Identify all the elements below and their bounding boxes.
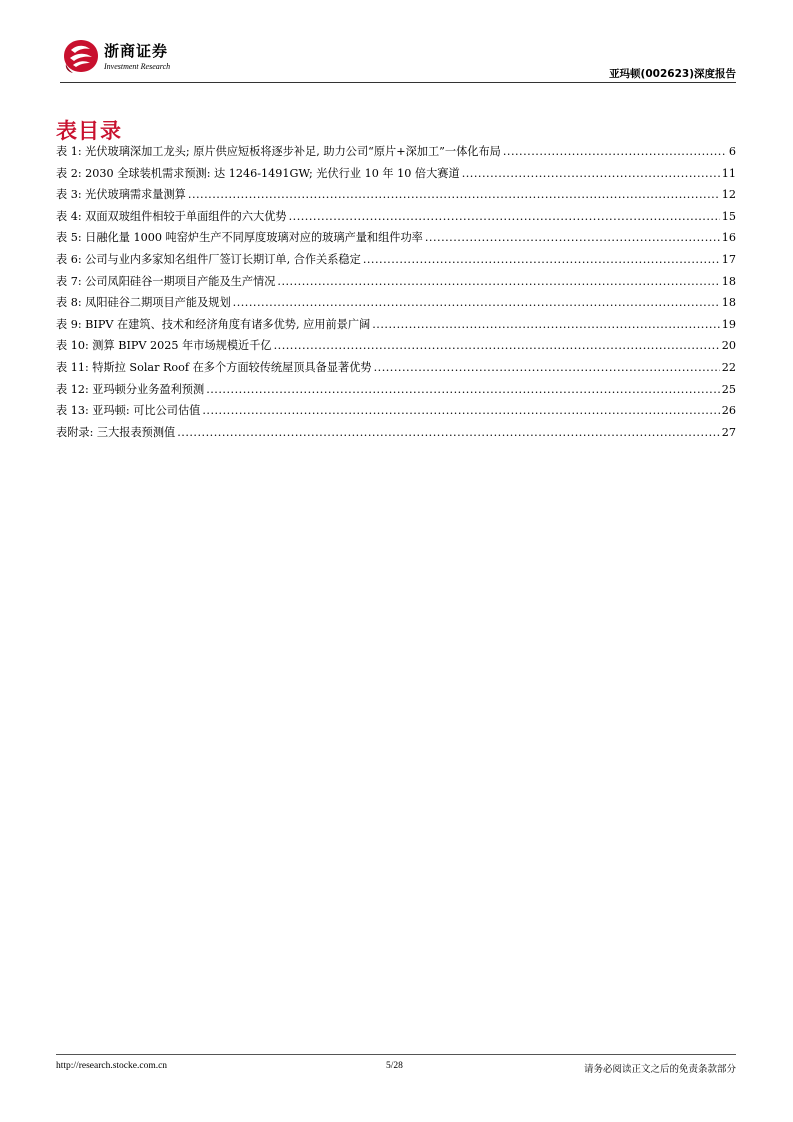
toc-entry-label[interactable]: 表 7: 公司凤阳硅谷一期项目产能及生产情况 bbox=[56, 274, 276, 288]
toc-entry-label[interactable]: 表 6: 公司与业内多家知名组件厂签订长期订单, 合作关系稳定 bbox=[56, 252, 361, 266]
toc-dot-leader bbox=[206, 379, 720, 401]
toc-entry[interactable] bbox=[56, 379, 736, 401]
toc-entry-label[interactable]: 表 3: 光伏玻璃需求量测算 bbox=[56, 188, 186, 202]
logo-chinese-name: 浙商证券 bbox=[104, 42, 169, 60]
toc-entry-label[interactable]: 表 11: 特斯拉 Solar Roof 在多个方面较传统屋顶具备显著优势 bbox=[56, 360, 372, 374]
toc-entry-page[interactable]: 6 bbox=[728, 145, 736, 158]
toc-title: 表目录 bbox=[56, 119, 122, 143]
toc-entry-label[interactable]: 表 1: 光伏玻璃深加工龙头; 原片供应短板将逐步补足, 助力公司“原片+深加工”一体化布局 bbox=[56, 145, 501, 158]
toc-entry-label[interactable]: 表 5: 日融化量 1000 吨窑炉生产不同厚度玻璃对应的玻璃产量和组件功率 bbox=[56, 231, 423, 245]
toc-entry-label[interactable]: 表 8: 凤阳硅谷二期项目产能及规划 bbox=[56, 296, 231, 310]
toc-entry-page[interactable]: 27 bbox=[721, 425, 736, 439]
toc-dot-leader bbox=[462, 163, 720, 185]
zheshang-logo-icon bbox=[62, 38, 100, 74]
footer-disclaimer: 请务必阅读正文之后的免责条款部分 bbox=[583, 1064, 736, 1075]
toc-dot-leader bbox=[289, 206, 720, 228]
toc-entry-label[interactable]: 表 10: 测算 BIPV 2025 年市场规模近千亿 bbox=[56, 339, 272, 353]
table-of-tables bbox=[56, 141, 736, 443]
toc-dot-leader bbox=[425, 227, 720, 249]
toc-entry[interactable] bbox=[56, 292, 736, 314]
toc-entry-label[interactable]: 表 13: 亚玛顿: 可比公司估值 bbox=[56, 404, 201, 418]
report-title: 亚玛顿(002623)深度报告 bbox=[609, 68, 736, 80]
toc-entry-page[interactable]: 26 bbox=[721, 404, 736, 418]
footer-page-number: 5/28 bbox=[386, 1061, 403, 1071]
toc-entry-page[interactable]: 15 bbox=[721, 209, 736, 223]
toc-entry-page[interactable]: 18 bbox=[721, 296, 736, 310]
toc-entry[interactable] bbox=[56, 357, 736, 379]
toc-entry-page[interactable]: 16 bbox=[721, 231, 736, 245]
toc-entry[interactable] bbox=[56, 206, 736, 228]
page-header bbox=[60, 36, 736, 86]
footer-url-link[interactable]: http://research.stocke.com.cn bbox=[56, 1061, 168, 1071]
toc-entry[interactable] bbox=[56, 227, 736, 249]
footer-divider bbox=[56, 1054, 736, 1055]
toc-entry[interactable] bbox=[56, 335, 736, 357]
logo-english-name: Investment Research bbox=[104, 62, 171, 71]
toc-entry-page[interactable]: 12 bbox=[721, 188, 736, 202]
toc-entry-label[interactable]: 表 9: BIPV 在建筑、技术和经济角度有诸多优势, 应用前景广阔 bbox=[56, 317, 371, 331]
toc-dot-leader bbox=[177, 422, 720, 444]
toc-entry[interactable] bbox=[56, 422, 736, 444]
toc-entry[interactable] bbox=[56, 314, 736, 336]
toc-entry-page[interactable]: 18 bbox=[721, 274, 736, 288]
toc-dot-leader bbox=[202, 400, 719, 422]
toc-entry[interactable] bbox=[56, 141, 736, 163]
toc-entry-page[interactable]: 20 bbox=[721, 339, 736, 353]
toc-dot-leader bbox=[372, 314, 720, 336]
toc-dot-leader bbox=[503, 141, 727, 163]
toc-entry-label[interactable]: 表 12: 亚玛顿分业务盈利预测 bbox=[56, 382, 205, 396]
toc-entry-page[interactable]: 17 bbox=[721, 252, 736, 266]
toc-entry[interactable] bbox=[56, 163, 736, 185]
toc-entry-page[interactable]: 22 bbox=[721, 360, 736, 374]
toc-entry-label[interactable]: 表 4: 双面双玻组件相较于单面组件的六大优势 bbox=[56, 209, 287, 223]
toc-entry-page[interactable]: 11 bbox=[721, 166, 736, 180]
toc-entry[interactable] bbox=[56, 271, 736, 293]
toc-entry[interactable] bbox=[56, 400, 736, 422]
toc-entry[interactable] bbox=[56, 184, 736, 206]
toc-entry-label[interactable]: 表附录: 三大报表预测值 bbox=[56, 425, 176, 439]
toc-dot-leader bbox=[233, 292, 720, 314]
toc-entry-label[interactable]: 表 2: 2030 全球装机需求预测: 达 1246-1491GW; 光伏行业 10 年 10 倍大赛道 bbox=[56, 166, 460, 180]
toc-dot-leader bbox=[274, 335, 720, 357]
toc-dot-leader bbox=[277, 271, 719, 293]
toc-dot-leader bbox=[363, 249, 720, 271]
toc-entry-page[interactable]: 25 bbox=[721, 382, 736, 396]
toc-entry-page[interactable]: 19 bbox=[721, 317, 736, 331]
toc-dot-leader bbox=[188, 184, 720, 206]
toc-entry[interactable] bbox=[56, 249, 736, 271]
toc-dot-leader bbox=[374, 357, 720, 379]
header-divider bbox=[60, 82, 736, 83]
